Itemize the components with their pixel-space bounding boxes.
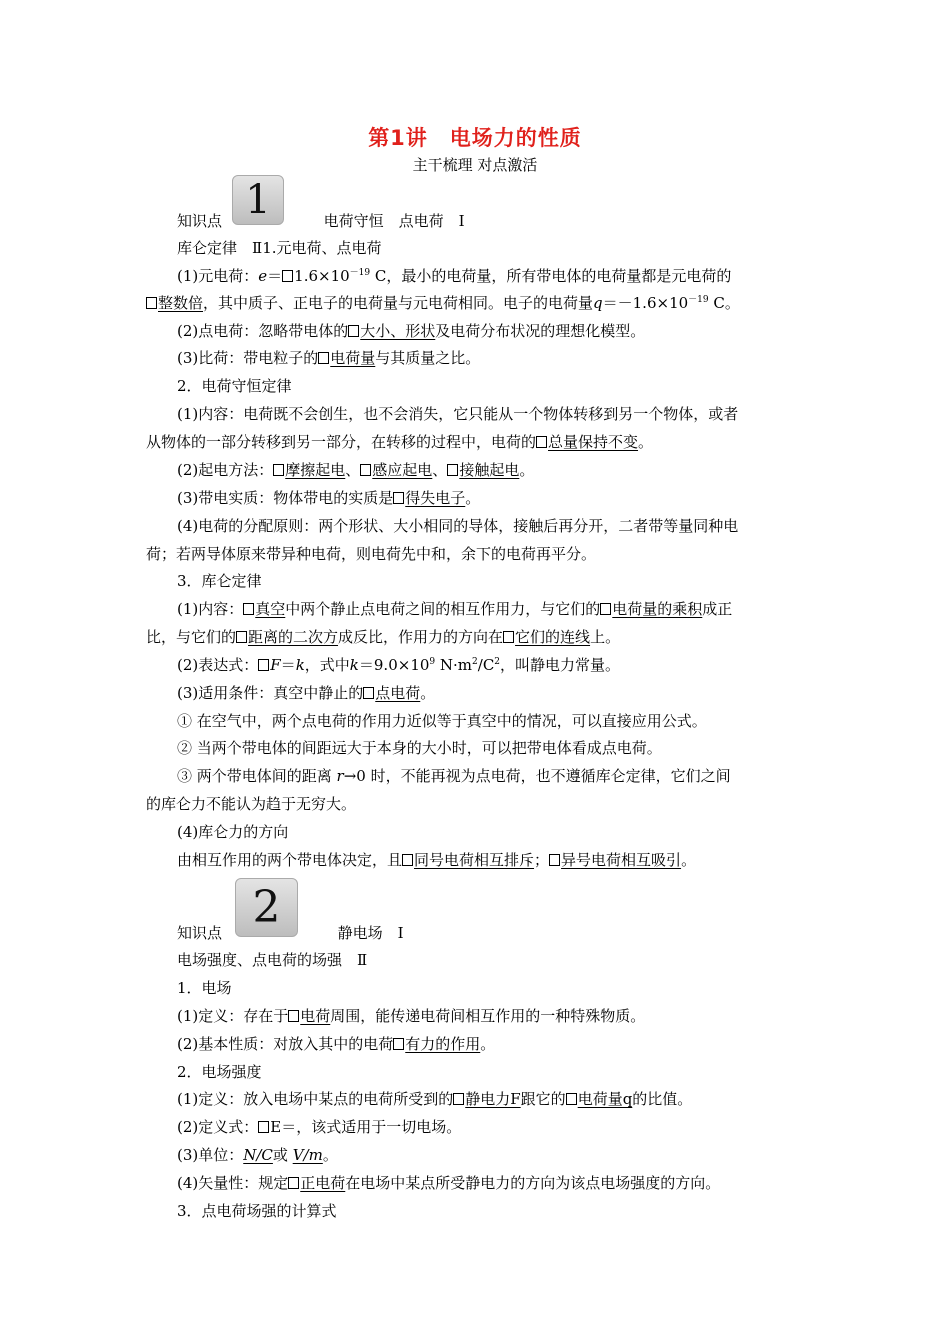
s2-line-2: 从物体的一部分转移到另一部分，在转移的过程中，电荷的 总量保持不变。	[146, 433, 654, 451]
s3-line-5: ① 在空气中，两个点电荷的作用力近似等于真空中的情况，可以直接应用公式。	[177, 712, 707, 730]
blank-box	[288, 1177, 299, 1189]
s6-heading: 3．点电荷场强的计算式	[177, 1202, 337, 1220]
blank-box	[363, 687, 374, 699]
blank-box	[536, 436, 547, 448]
s3-line-9: (4)库仑力的方向	[177, 823, 289, 841]
blank-box	[318, 352, 329, 364]
s4-heading: 1．电场	[177, 979, 232, 997]
s5-line-3: (3)单位：N/C或 V/m。	[177, 1146, 338, 1164]
s1-line-3: (2)点电荷：忽略带电体的 大小、形状及电荷分布状况的理想化模型。	[177, 322, 646, 340]
blank-box	[549, 854, 560, 866]
s2-line-3: (2)起电方法： 摩擦起电、 感应起电、 接触起电。	[177, 461, 535, 479]
kp1-heading: 知识点 电荷守恒 点电荷 Ⅰ	[177, 212, 465, 230]
blank-box	[273, 464, 284, 476]
blank-box	[348, 325, 359, 337]
kp2-heading-2: 电场强度、点电荷的场强 Ⅱ	[177, 951, 368, 969]
s5-line-2: (2)定义式： E＝，该式适用于一切电场。	[177, 1118, 462, 1136]
blank-box	[402, 854, 413, 866]
blank-box	[393, 492, 404, 504]
blank-box	[600, 603, 611, 615]
s3-line-1: (1)内容： 真空中两个静止点电荷之间的相互作用力，与它们的 电荷量的乘积成正	[177, 600, 733, 618]
s3-line-4: (3)适用条件：真空中静止的 点电荷。	[177, 684, 436, 702]
s3-line-10: 由相互作用的两个带电体决定，且 同号电荷相互排斥； 异号电荷相互吸引。	[177, 851, 697, 869]
blank-box	[243, 603, 254, 615]
s3-line-3: (2)表达式： F＝k，式中$k=9.0\times 10^9$ $N\cdot m^2/C^2$，叫静电力常量。	[177, 656, 621, 674]
kp1-heading-2: 库仑定律 Ⅱ1.元电荷、点电荷	[177, 239, 382, 257]
page-title: 第1讲 电场力的性质	[368, 126, 582, 150]
s3-line-2: 比，与它们的 距离的二次方成反比，作用力的方向在 它们的连线上。	[146, 628, 621, 646]
blank-box	[566, 1093, 577, 1105]
kp2-heading: 知识点 静电场 Ⅰ	[177, 924, 404, 942]
s3-heading: 3．库仑定律	[177, 572, 262, 590]
badge-number: 1	[245, 177, 271, 223]
s2-line-5: (4)电荷的分配原则：两个形状、大小相同的导体，接触后再分开，二者带等量同种电	[177, 517, 739, 535]
s4-line-2: (2)基本性质：对放入其中的电荷 有力的作用。	[177, 1035, 496, 1053]
blank-box	[447, 464, 458, 476]
s1-line-1: (1)元电荷：$e= 1.6\times 10^{-19}$ C，最小的电荷量，所有带电体的电荷量都是元电荷的	[177, 267, 732, 285]
blank-box	[393, 1038, 404, 1050]
s2-heading: 2．电荷守恒定律	[177, 377, 292, 395]
s5-heading: 2．电场强度	[177, 1063, 262, 1081]
blank-box	[360, 464, 371, 476]
page-subtitle: 主干梳理 对点激活	[412, 156, 538, 174]
s5-line-4: (4)矢量性：规定 正电荷在电场中某点所受静电力的方向为该点电场强度的方向。	[177, 1174, 721, 1192]
s1-line-2: 整数倍，其中质子、正电子的电荷量与元电荷相同。电子的电荷量$q=-1.6\times 10^{-19}$ C。	[146, 293, 740, 313]
blank-box	[146, 297, 157, 309]
s5-line-1: (1)定义：放入电场中某点的电荷所受到的 静电力F跟它的 电荷量q的比值。	[177, 1090, 693, 1108]
blank-box	[288, 1010, 299, 1022]
blank-box	[258, 1121, 269, 1133]
s3-line-8: 的库仑力不能认为趋于无穷大。	[146, 795, 357, 813]
blank-box	[503, 631, 514, 643]
s3-line-7: ③ 两个带电体间的距离 r→0 时，不能再视为点电荷，也不遵循库仑定律，它们之间	[177, 767, 731, 785]
s2-line-1: (1)内容：电荷既不会创生，也不会消失，它只能从一个物体转移到另一个物体，或者	[177, 405, 739, 423]
badge-number: 2	[252, 882, 281, 933]
s1-line-4: (3)比荷：带电粒子的 电荷量与其质量之比。	[177, 349, 481, 367]
s4-line-1: (1)定义：存在于 电荷周围，能传递电荷间相互作用的一种特殊物质。	[177, 1007, 646, 1025]
blank-box	[236, 631, 247, 643]
blank-box	[282, 270, 293, 282]
s2-line-6: 荷；若两导体原来带异种电荷，则电荷先中和，余下的电荷再平分。	[146, 545, 597, 563]
s2-line-4: (3)带电实质：物体带电的实质是 得失电子。	[177, 489, 481, 507]
s3-line-6: ② 当两个带电体的间距远大于本身的大小时，可以把带电体看成点电荷。	[177, 739, 662, 757]
blank-box	[258, 659, 269, 671]
blank-box	[453, 1093, 464, 1105]
